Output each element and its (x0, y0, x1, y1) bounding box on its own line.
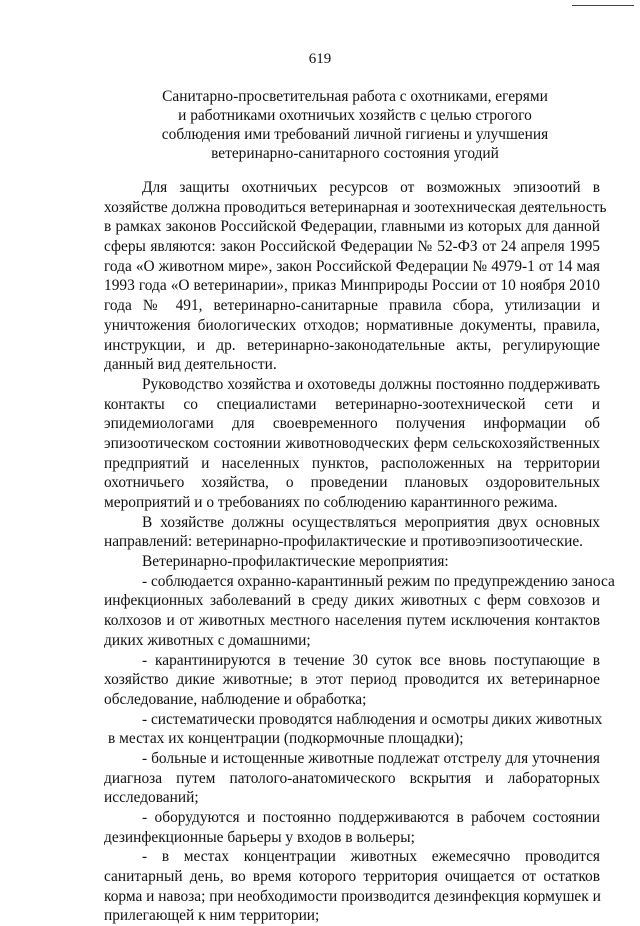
text-line: эпидемиологами для своевременного получения информации об (104, 415, 600, 433)
body-text (104, 178, 615, 926)
heading-line: Санитарно-просветительная работа с охотниками, егерями (162, 88, 548, 105)
text-line: инфекционных заболеваний в среду диких животных с ферм совхозов и (104, 592, 600, 610)
text-line: - систематически проводятся наблюдения и осмотры диких животных (142, 710, 603, 728)
text-line: колхозов и от животных местного населения путем исключения контактов (104, 612, 600, 630)
text-line: уничтожения биологических отходов; нормативные документы, правила, (104, 316, 600, 334)
text-line: - в местах концентрации животных ежемесячно проводится (142, 848, 600, 866)
text-line: охотничьего хозяйства, о проведении плановых оздоровительных (104, 474, 600, 492)
text-line: эпизоотическом состоянии животноводческих ферм сельскохозяйственных (104, 434, 600, 452)
text-line: в местах их концентрации (подкормочные площадки); (108, 730, 464, 748)
text-line: диких животных с домашними; (104, 631, 311, 649)
text-line: прилегающей к ним территории; (104, 907, 320, 925)
text-line: - больные и истощенные животные подлежат отстрелу для уточнения (142, 749, 600, 767)
heading-line: ветеринарно-санитарного состояния угодий (211, 145, 499, 162)
text-line: дезинфекционные барьеры у входов в вольеры; (104, 828, 415, 846)
text-line: - карантинируются в течение 30 суток все вновь поступающие в (142, 651, 600, 669)
text-line: - оборудуются и постоянно поддерживаются в рабочем состоянии (142, 809, 600, 826)
text-line: Ветеринарно-профилактические мероприятия: (142, 553, 449, 571)
text-line: В хозяйстве должны осуществляться мероприятия двух основных (142, 513, 600, 531)
text-line: мероприятий и о требованиях по соблюдению карантинного режима. (104, 494, 558, 511)
text-line: контакты со специалистами ветеринарно-зоотехнической сети и (104, 395, 600, 413)
text-line: диагноза путем патолого-анатомического вскрытия и лабораторных (104, 769, 600, 787)
text-line: Руководство хозяйства и охотоведы должны постоянно поддерживать (142, 375, 600, 393)
text-line: санитарный день, во время которого территория очищается от остатков (104, 868, 600, 886)
text-line: 1993 года «О ветеринарии», приказ Минприроды России от 10 ноября 2010 (104, 277, 600, 295)
heading-line: и работниками охотничьих хозяйств с целью строгого (178, 107, 532, 124)
heading-line: соблюдения ими требований личной гигиены и улучшения (161, 126, 549, 143)
text-line: года № 491, ветеринарно-санитарные правила сбора, утилизации и (104, 297, 600, 315)
text-line: хозяйстве должна проводиться ветеринарная и зоотехническая деятельность (104, 198, 607, 216)
text-line: данный вид деятельности. (104, 356, 277, 374)
text-line: инструкции, и др. ветеринарно-законодательные акты, регулирующие (104, 336, 600, 354)
text-line: сферы являются: закон Российской Федерации № 52-ФЗ от 24 апреля 1995 (104, 238, 600, 256)
text-line: в рамках законов Российской Федерации, главными из которых для данной (104, 218, 600, 236)
text-line: направлений: ветеринарно-профилактические и противоэпизоотические. (104, 533, 584, 551)
text-line: обследование, наблюдение и обработка; (104, 690, 367, 708)
text-line: Для защиты охотничьих ресурсов от возможных эпизоотий в (142, 179, 600, 196)
section-heading (150, 87, 560, 163)
text-line: исследований; (104, 789, 199, 807)
text-line: хозяйство дикие животные; в этот период проводится их ветеринарное (104, 671, 600, 689)
text-line: предприятий и населенных пунктов, расположенных на территории (104, 454, 600, 472)
text-line: корма и навоза; при необходимости производится дезинфекция кормушек и (104, 887, 601, 905)
text-line: года «О животном мире», закон Российской Федерации № 4979-1 от 14 мая (104, 257, 600, 275)
top-rule (572, 5, 634, 6)
text-line: - соблюдается охранно-карантинный режим по предупреждению заноса (142, 572, 615, 590)
page-number: 619 (308, 51, 332, 67)
